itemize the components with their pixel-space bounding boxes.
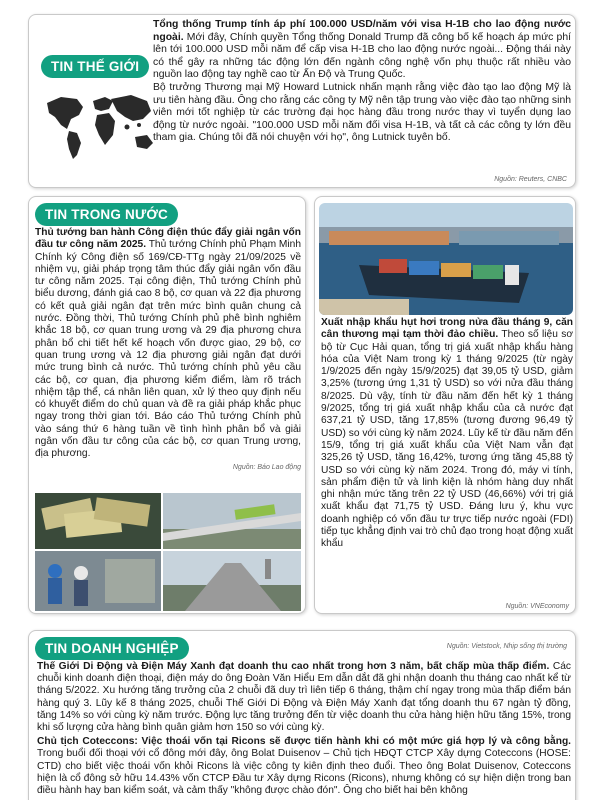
trade-news-body: Theo số liệu sơ bộ từ Cục Hải quan, tổng trị giá xuất nhập khẩu hàng hóa của Việt Nam trong kỳ 1 tháng 9/2025 (từ ngày 1/9/2025 đến ngày 15/9/2025) đạt 39,05 tỷ USD, giảm 3,25% (tương ứng 1,31 tỷ USD) so với nửa đầu tháng 8/2025. Dù vậy, tính từ đầu năm đến hết kỳ 1 tháng 9/2025, tổng trị giá xuất nhập khẩu của cả nước đạt 637,21 tỷ USD, tăng 17,85% (tương đương 96,49 tỷ USD) so với cùng kỳ năm 2024. Lũy kế từ đầu năm đến 15/9, tổng trị giá xuất khẩu của Việt Nam vẫn đạt 325,26 tỷ USD, tăng 16,42%, tương ứng tăng 45,88 tỷ USD so với cùng kỳ năm 2024. Trong đó, máy vi tính, sản phẩm điện tử và linh kiện là nhóm hàng duy nhất ghi nhận mức tăng trên 22 tỷ USD (46,66%) với trị giá xuất khẩu đạt 71,75 tỷ USD. Đáng lưu ý, khu vực doanh nghiệp có vốn đầu tư trực tiếp nước ngoài (FDI) tiếp tục khẳng định vai trò chủ đạo trong hoạt động xuất khẩu — [321, 329, 573, 550]
domestic-news-source: Nguồn: Báo Lao động — [232, 463, 301, 471]
infrastructure-photo-collage — [35, 493, 301, 611]
trade-news-headline: Xuất nhập khẩu hụt hơi trong nửa đầu tháng 9, căn cân thương mại tạm thời đảo chiều. — [321, 317, 573, 341]
world-news-card — [28, 14, 576, 188]
trade-news-text — [321, 317, 573, 551]
business-news-source: Nguồn: Vietstock, Nhịp sống thị trường — [446, 643, 567, 650]
domestic-news-card — [28, 196, 306, 614]
world-news-headline: Tổng thống Trump tính áp phí 100.000 USD/năm với visa H-1B cho lao động nước ngoài. — [153, 19, 571, 43]
business-news-headline-1: Thế Giới Di Động và Điện Máy Xanh đạt doanh thu cao nhất trong hơn 3 năm, bất chấp mùa thấp điểm. — [37, 661, 550, 672]
world-news-paragraph-1: Mới đây, Chính quyền Tổng thống Donald Trump đã công bố kế hoạch áp mức phí lên tới 100.000 USD mỗi năm để cấp visa H-1B cho lao động nước ngoài... Động thái này có thể gây ra những tác động lớn đến ngành công nghệ vốn phụ thuộc rất nhiều vào nguồn lao động tay nghề cao từ Ấn Độ và Trung Quốc. — [153, 31, 571, 81]
business-news-paragraph-1: Các chuỗi kinh doanh điện thoại, điện máy do ông Đoàn Văn Hiểu Em dẫn dắt đã ghi nhận doanh thu tháng cao nhất kể từ tháng 5/2022. Xu hướng tăng trưởng của 2 chuỗi đã duy trì liên tiếp 6 tháng, thậm chí ngay trong mùa thấp điểm bán hàng quý 3. Lũy kế 8 tháng 2025, chuỗi Thế Giới Di Động và Điện Máy Xanh đạt tổng doanh thu 67 ngàn tỷ đồng, tăng 14% so với cùng kỳ năm trước. Động lực tăng trưởng đến từ việc doanh thu cửa hàng hiện hữu tăng 15%, trong khi số lượng cửa hàng bình quân giảm hơn 150 so với cùng kỳ. — [37, 661, 571, 734]
container-port-photo — [319, 203, 573, 315]
business-news-text — [37, 661, 571, 797]
domestic-news-badge: TIN TRONG NƯỚC — [35, 203, 178, 226]
world-news-text — [153, 19, 571, 145]
domestic-news-text — [35, 227, 301, 474]
business-news-paragraph-2: Trong buổi đối thoại với cổ đông mới đây, ông Bolat Duisenov – Chủ tịch HĐQT CTCP Xây dựng Coteccons (HOSE: CTD) cho biết việc thoái vốn khỏi Ricons là việc công ty kiên định theo đuổi. Theo ông Bolat Duisenov, Coteccons hiện là cổ đông sở hữu 14.43% vốn CTCP Đầu tư Xây dựng Ricons (Ricons), nhưng không có sự hiện diện trong ban điều hành hay ban kiểm soát, và cảm thấy "không được chào đón". Ông cho biết hai bên không — [37, 748, 571, 797]
world-news-source: Nguồn: Reuters, CNBC — [494, 176, 567, 183]
business-news-headline-2: Chủ tịch Coteccons: Việc thoái vốn tại Ricons sẽ được tiến hành khi có một mức giá hợp lý và công bằng. — [37, 736, 571, 748]
trade-news-source: Nguồn: VNEconomy — [505, 603, 569, 610]
world-news-paragraph-2: Bộ trưởng Thương mại Mỹ Howard Lutnick nhấn mạnh rằng việc đào tạo lao động Mỹ là ưu tiên hàng đầu. Ông cho rằng các công ty Mỹ nên tập trung vào việc đào tạo những sinh viên mới tốt nghiệp từ các trường đại học hàng đầu trong nước thay vì tuyển dụng lao động từ nước ngoài. "100.000 USD mỗi năm đối visa H-1B, và tất cả các công ty lớn đều tham gia. Chúng tôi đã nói chuyện với họ", ông Lutnick tuyên bố. — [153, 81, 571, 144]
domestic-news-headline: Thủ tướng ban hành Công điện thúc đẩy giải ngân vốn đầu tư công năm 2025. — [35, 227, 301, 251]
domestic-news-body: Thủ tướng Chính phủ Phạm Minh Chính ký Công điện số 169/CĐ-TTg ngày 21/09/2025 về nhiệm vụ, giải pháp trọng tâm thúc đẩy giải ngân vốn đầu tư công năm 2025. Tại công điện, Thủ tướng Chính phủ biểu dương, đánh giá cao 8 bộ, cơ quan và 22 địa phương có kết quả giải ngân đạt trên mức bình quân chung cả nước. Đồng thời, Thủ tướng Chính phủ phê bình nghiêm khắc 18 bộ, cơ quan trung ương và 29 địa phương chưa phân bổ chi tiết hết kế hoạch vốn được giao, 29 bộ, cơ quan trung ương và 12 địa phương giải ngân đạt dưới mức trung bình cả nước. Thủ tướng chính phủ yêu cầu các bộ, cơ quan, địa phương kiểm điểm, làm rõ trách nhiệm tập thể, cá nhân liên quan, xử lý theo quy định nếu có khuyết điểm do chủ quan và đề ra giải pháp khắc phục ngay trong thời gian tới. Báo cáo Thủ tướng Chính phủ vào sáng thứ 6 hàng tuần về tình hình phân bổ và giải ngân vốn đầu tư công của các bộ, cơ quan Trung ương, địa phương. — [35, 239, 301, 460]
trade-news-card — [314, 196, 576, 614]
business-news-card — [28, 630, 576, 800]
world-news-badge: TIN THẾ GIỚI — [41, 55, 149, 78]
world-map-icon — [39, 89, 159, 161]
business-news-badge: TIN DOANH NGHIỆP — [35, 637, 189, 660]
